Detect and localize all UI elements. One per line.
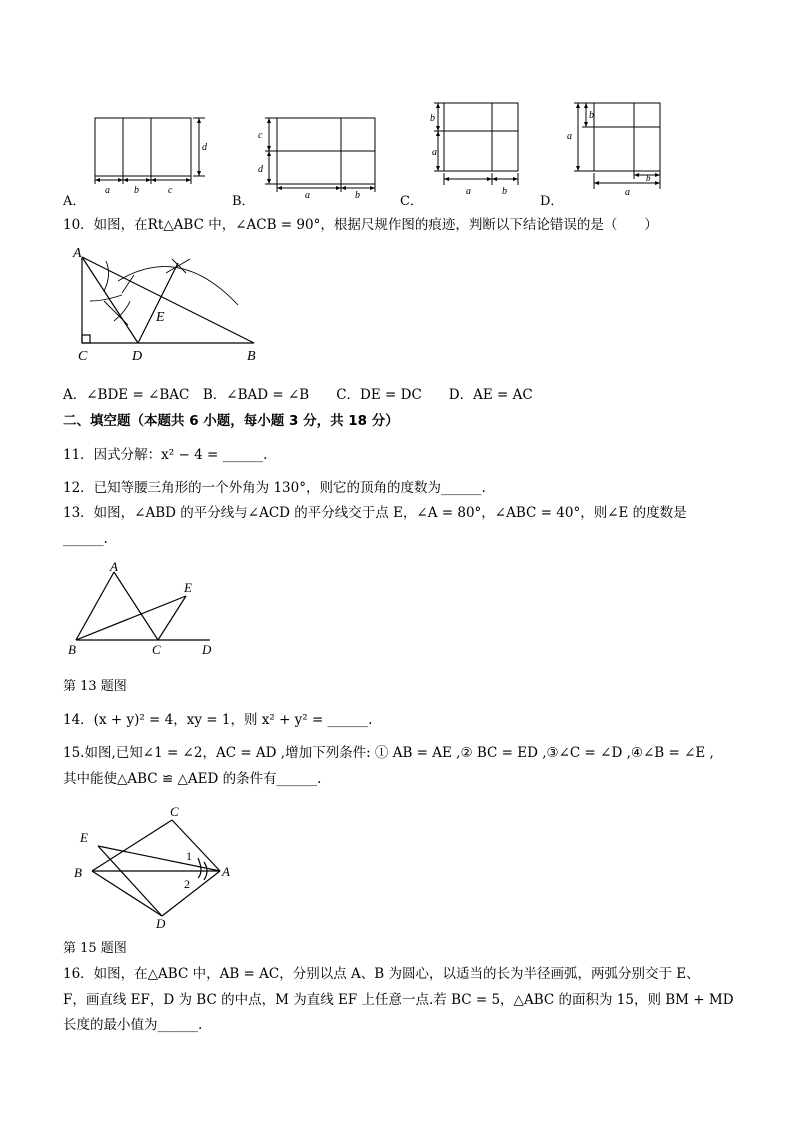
q9-figure-b xyxy=(253,110,383,200)
q13-stem: 13．如图，∠ABD 的平分线与∠ACD 的平分线交于点 E，∠A = 80°，∠ABC = 40°，则∠E 的度数是 xyxy=(63,505,687,521)
q10-label-B: B xyxy=(247,349,256,364)
q9d-label-a2: a xyxy=(625,187,630,198)
q9d-label-b2: b xyxy=(646,173,651,183)
q12-text: 12．已知等腰三角形的一个外角为 130°，则它的顶角的度数为______. xyxy=(63,480,486,496)
q15-figure xyxy=(70,800,240,930)
q9-figure-c xyxy=(420,95,530,200)
q15-line2: 其中能使△ABC ≌ △AED 的条件有______. xyxy=(63,771,322,787)
q10-label-A: A xyxy=(73,246,82,261)
q16-line2: F，画直线 EF，D 为 BC 的中点，M 为直线 EF 上任意一点.若 BC = 5，△ABC 的面积为 15，则 BM + MD xyxy=(63,992,734,1008)
q16-line3: 长度的最小值为______. xyxy=(63,1017,203,1033)
q15-label-C: C xyxy=(170,804,179,819)
q15-label-B: B xyxy=(74,865,82,880)
q9-option-a-label: A． xyxy=(63,194,86,209)
q10-label-C: C xyxy=(78,349,88,364)
q9b-label-c: c xyxy=(258,130,263,141)
section2-heading: 二、填空题（本题共 6 小题，每小题 3 分，共 18 分） xyxy=(63,413,399,429)
q15-label-A: A xyxy=(222,864,230,879)
q9a-label-a: a xyxy=(105,185,110,196)
q10-options: A．∠BDE = ∠BAC B．∠BAD = ∠B C．DE = DC D．AE = AC xyxy=(63,387,533,403)
q13-label-C: C xyxy=(152,642,161,657)
q9-figure-a xyxy=(85,110,215,200)
q15-caption: 第 15 题图 xyxy=(63,941,127,956)
q10-figure xyxy=(70,243,270,368)
q13-caption: 第 13 题图 xyxy=(63,679,127,694)
q9b-label-d: d xyxy=(258,164,263,175)
q10-label-E: E xyxy=(156,310,165,325)
q9c-label-b2: b xyxy=(502,186,507,197)
q13-label-A: A xyxy=(110,559,118,574)
q9-option-d-label: D． xyxy=(540,194,564,209)
q9c-label-a2: a xyxy=(466,186,471,197)
q13-label-D: D xyxy=(202,642,212,657)
q9c-label-a1: a xyxy=(432,147,437,158)
q15-line1: 15.如图,已知∠1 = ∠2，AC = AD ,增加下列条件: ① AB = AE ,② BC = ED ,③∠C = ∠D ,④∠B = ∠E , xyxy=(63,745,714,761)
q13-label-B: B xyxy=(68,642,76,657)
q15-label-angle2: 2 xyxy=(184,877,190,891)
q10-label-D: D xyxy=(132,349,143,364)
q15-label-angle1: 1 xyxy=(186,849,192,863)
q13-blank: ______. xyxy=(63,531,108,547)
q9a-label-d: d xyxy=(202,142,207,153)
q9a-label-b: b xyxy=(134,185,139,196)
q10-stem: 10．如图，在Rt△ABC 中，∠ACB = 90°，根据尺规作图的痕迹，判断以下结论错误的是（ ） xyxy=(63,217,658,233)
q9-option-c-label: C． xyxy=(400,194,423,209)
q9-option-b-label: B． xyxy=(232,194,255,209)
q9d-label-b: b xyxy=(589,110,594,121)
q9b-label-a: a xyxy=(305,190,310,200)
q15-label-E: E xyxy=(80,830,88,845)
q9-figure-d xyxy=(562,95,672,200)
q14-text: 14．(x + y)² = 4，xy = 1，则 x² + y² = ______. xyxy=(63,712,373,728)
q13-figure xyxy=(62,558,222,658)
q9b-label-b: b xyxy=(355,190,360,200)
q11-text: 11．因式分解：x² − 4 = ______. xyxy=(63,447,268,463)
q16-line1: 16．如图，在△ABC 中，AB = AC，分别以点 A、B 为圆心，以适当的长为半径画弧，两弧分别交于 E、 xyxy=(63,966,700,982)
q13-label-E: E xyxy=(184,580,192,595)
q9c-label-b: b xyxy=(430,113,435,124)
q9d-label-a1: a xyxy=(567,131,572,142)
q9a-label-c: c xyxy=(168,185,173,196)
q15-label-D: D xyxy=(156,916,166,930)
